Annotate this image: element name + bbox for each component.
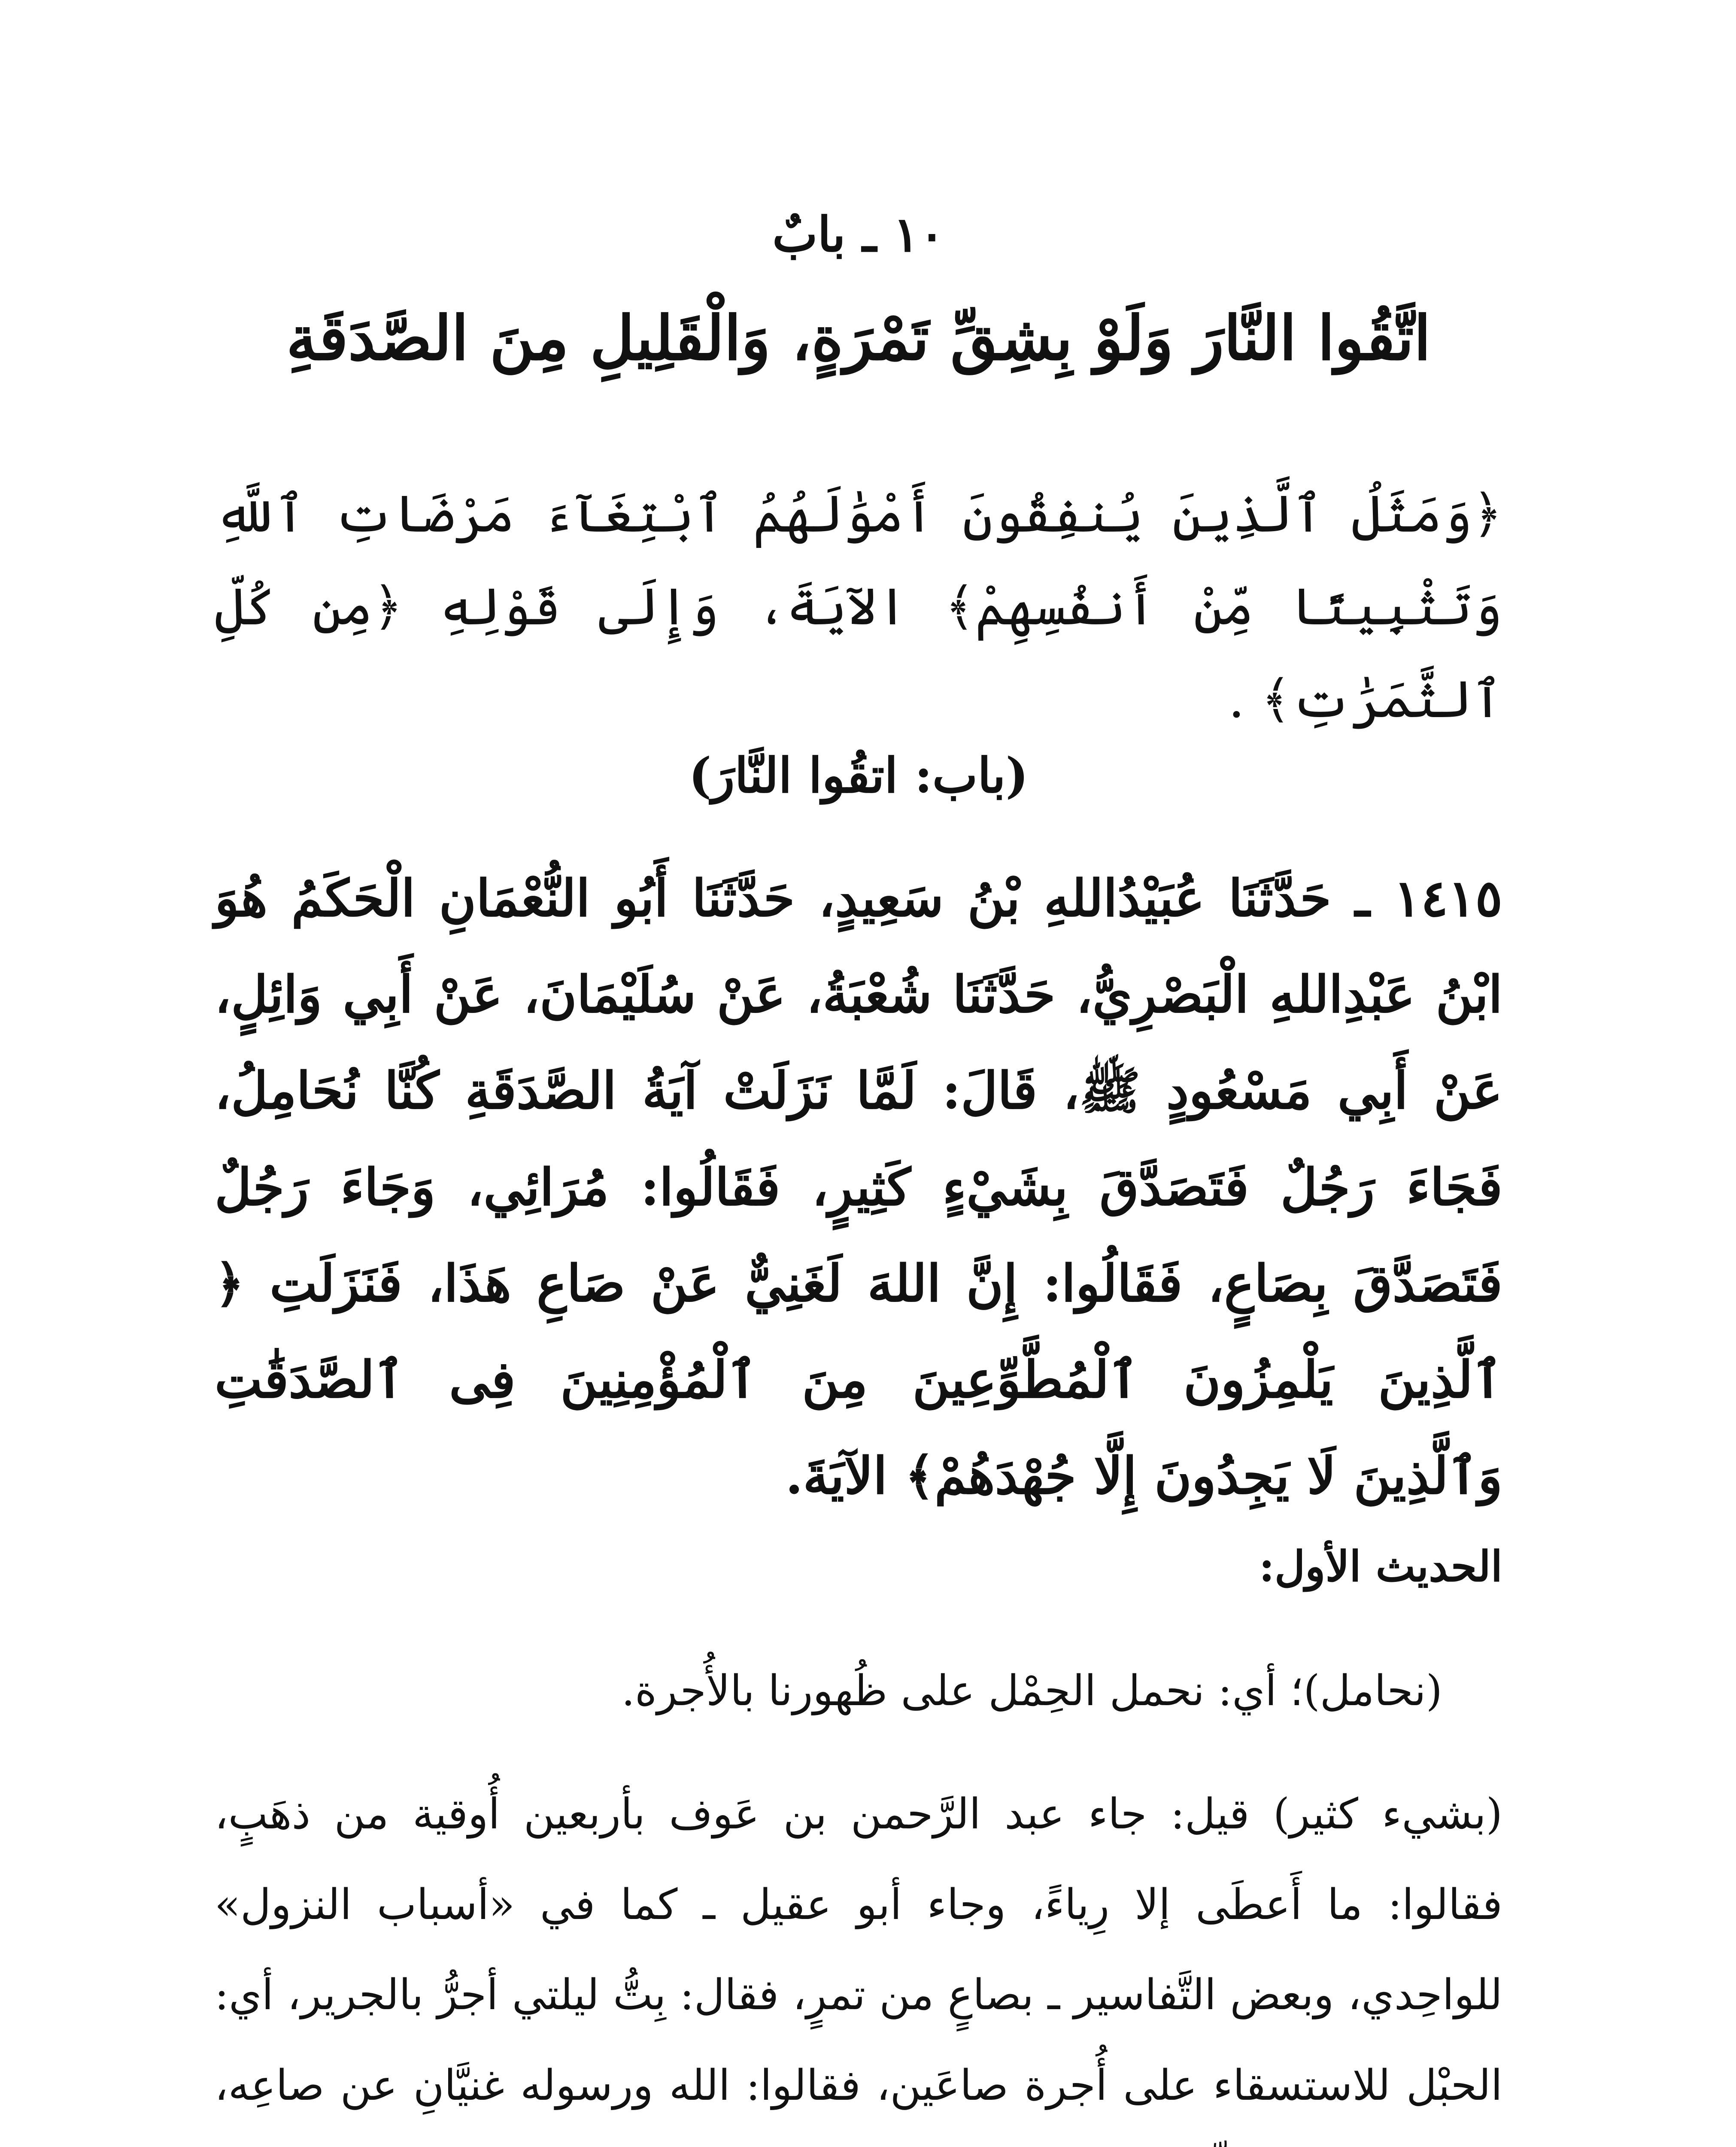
sub-heading: (باب: اتقُوا النَّارَ) xyxy=(689,748,1029,804)
commentary-title: الحديث الأول: xyxy=(1259,1542,1502,1591)
chapter-title: اتَّقُوا النَّارَ وَلَوْ بِشِقِّ تَمْرَةٍ، وَالْقَلِيلِ مِنَ الصَّدَقَةِ xyxy=(286,303,1431,374)
quran-verse: ﴿وَمَثَلُ ٱلَّذِينَ يُنفِقُونَ أَمْوَٰلَهُمُ ٱبْتِغَآءَ مَرْضَاتِ ٱللَّهِ وَتَثْبِيتًا مِّنْ أَنفُسِهِمْ﴾ الآيَةَ، وَإِلَى قَوْلِهِ ﴿مِن كُلِّ ٱلثَّمَرَٰتِ﴾ . xyxy=(215,484,1502,730)
hadith-text: ١٤١٥ ـ حَدَّثَنَا عُبَيْدُاللهِ بْنُ سَعِيدٍ، حَدَّثَنَا أَبُو النُّعْمَانِ الْحَكَمُ هُوَ ابْنُ عَبْدِاللهِ الْبَصْرِيُّ، حَدَّثَنَا شُعْبَةُ، عَنْ سُلَيْمَانَ، عَنْ أَبِي وَائِلٍ، عَنْ أَبِي مَسْعُودٍ ﷺ، قَالَ: لَمَّا نَزَلَتْ آيَةُ الصَّدَقَةِ كُنَّا نُحَامِلُ، فَجَاءَ رَجُلٌ فَتَصَدَّقَ بِشَيْءٍ كَثِيرٍ، فَقَالُوا: مُرَائِي، وَجَاءَ رَجُلٌ فَتَصَدَّقَ بِصَاعٍ، فَقَالُوا: إِنَّ اللهَ لَغَنِيٌّ عَنْ صَاعِ هَذَا، فَنَزَلَتِ ﴿ ٱلَّذِينَ يَلْمِزُونَ ٱلْمُطَّوِّعِينَ مِنَ ٱلْمُؤْمِنِينَ فِى ٱلصَّدَقَٰتِ وَٱلَّذِينَ لَا يَجِدُونَ إِلَّا جُهْدَهُمْ﴾ الآيَةَ. xyxy=(215,868,1502,1506)
commentary-note: (بشيء كثير) قيل: جاء عبد الرَّحمن بن عَوف بأربعين أُوقية من ذهَبٍ، فقالوا: ما أَعطَى إلا رِياءً، وجاء أبو عقيل ـ كما في «أسباب النزول» للواحِدي، وبعض التَّفاسير ـ بصاعٍ من تمرٍ، فقال: بِتُّ ليلتي أجرُّ بالجرير، أي: الحبْل للاستسقاء على أُجرة صاعَين، فقالوا: الله ورسوله غنيَّانِ عن صاعِه، xyxy=(215,1790,1502,2111)
chapter-number: ١٠ ـ بابٌ xyxy=(772,207,945,263)
commentary-note: (نحامل)؛ أي: نحمل الحِمْل على ظُهورنا بالأُجرة. xyxy=(621,1667,1442,1715)
